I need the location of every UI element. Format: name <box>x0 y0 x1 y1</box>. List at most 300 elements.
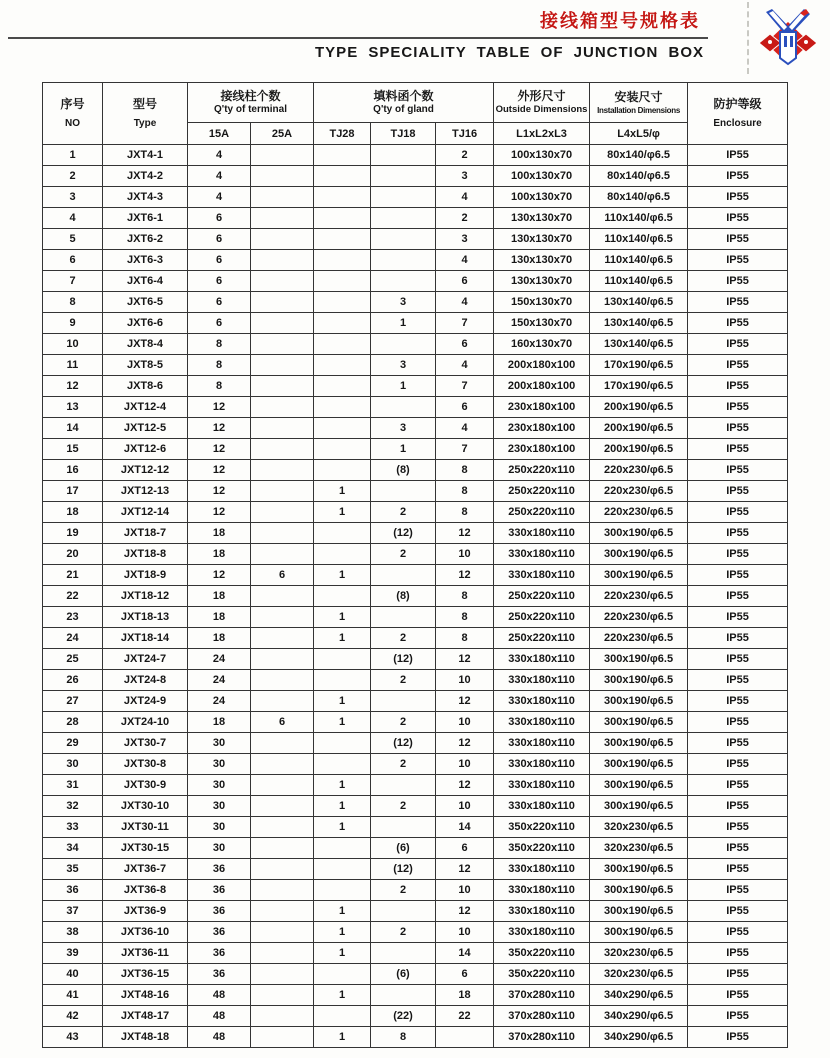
cell-outside: 330x180x110 <box>494 544 590 565</box>
table-row <box>43 607 788 628</box>
cell-type: JXT30-10 <box>103 796 188 817</box>
cell-outside: 100x130x70 <box>494 145 590 166</box>
cell-25a <box>251 901 314 922</box>
cell-tj18 <box>371 901 436 922</box>
cell-outside: 130x130x70 <box>494 229 590 250</box>
cell-install: 320x230/φ6.5 <box>590 817 688 838</box>
cell-15a: 6 <box>188 208 251 229</box>
cell-tj18: (6) <box>371 838 436 859</box>
table-body <box>43 145 788 1048</box>
cell-tj16: 8 <box>436 460 494 481</box>
cell-15a: 4 <box>188 166 251 187</box>
col-subheader-tj18: TJ18 <box>371 123 436 145</box>
table-row <box>43 313 788 334</box>
cell-install: 300x190/φ6.5 <box>590 544 688 565</box>
cell-install: 130x140/φ6.5 <box>590 292 688 313</box>
cell-tj28 <box>314 670 371 691</box>
cell-outside: 330x180x110 <box>494 733 590 754</box>
table-row <box>43 271 788 292</box>
cell-tj16: 3 <box>436 166 494 187</box>
cell-tj28 <box>314 250 371 271</box>
cell-no: 15 <box>43 439 103 460</box>
cell-tj16: 10 <box>436 712 494 733</box>
cell-enclosure: IP55 <box>688 817 788 838</box>
cell-type: JXT18-13 <box>103 607 188 628</box>
cell-type: JXT48-16 <box>103 985 188 1006</box>
cell-enclosure: IP55 <box>688 481 788 502</box>
cell-15a: 24 <box>188 691 251 712</box>
cell-tj28: 1 <box>314 943 371 964</box>
cell-install: 300x190/φ6.5 <box>590 901 688 922</box>
cell-install: 300x190/φ6.5 <box>590 649 688 670</box>
cell-enclosure: IP55 <box>688 418 788 439</box>
cell-no: 23 <box>43 607 103 628</box>
cell-enclosure: IP55 <box>688 145 788 166</box>
cell-type: JXT6-1 <box>103 208 188 229</box>
page-header <box>0 0 830 80</box>
cell-outside: 130x130x70 <box>494 271 590 292</box>
cell-25a <box>251 439 314 460</box>
cell-15a: 24 <box>188 670 251 691</box>
cell-enclosure: IP55 <box>688 670 788 691</box>
cell-outside: 350x220x110 <box>494 943 590 964</box>
cell-no: 31 <box>43 775 103 796</box>
cell-tj28: 1 <box>314 985 371 1006</box>
cell-tj28 <box>314 334 371 355</box>
cell-tj16: 4 <box>436 250 494 271</box>
cell-15a: 6 <box>188 313 251 334</box>
cell-no: 6 <box>43 250 103 271</box>
col-subheader-25a: 25A <box>251 123 314 145</box>
cell-25a <box>251 292 314 313</box>
cell-enclosure: IP55 <box>688 292 788 313</box>
cell-tj28: 1 <box>314 565 371 586</box>
cell-tj16: 10 <box>436 880 494 901</box>
cell-25a <box>251 964 314 985</box>
cell-enclosure: IP55 <box>688 733 788 754</box>
cell-15a: 18 <box>188 628 251 649</box>
cell-tj28 <box>314 166 371 187</box>
cell-tj16: 10 <box>436 922 494 943</box>
cell-outside: 330x180x110 <box>494 775 590 796</box>
cell-enclosure: IP55 <box>688 250 788 271</box>
cell-tj16: 18 <box>436 985 494 1006</box>
table-row <box>43 901 788 922</box>
table-row <box>43 817 788 838</box>
cell-type: JXT6-5 <box>103 292 188 313</box>
cell-enclosure: IP55 <box>688 544 788 565</box>
cell-outside: 350x220x110 <box>494 964 590 985</box>
cell-enclosure: IP55 <box>688 523 788 544</box>
cell-25a <box>251 397 314 418</box>
cell-25a <box>251 943 314 964</box>
cell-no: 3 <box>43 187 103 208</box>
cell-enclosure: IP55 <box>688 901 788 922</box>
cell-tj28 <box>314 229 371 250</box>
col-header-outside-cn: 外形尺寸 <box>517 89 566 103</box>
cell-tj28: 1 <box>314 502 371 523</box>
cell-tj28 <box>314 523 371 544</box>
cell-25a <box>251 796 314 817</box>
cell-15a: 36 <box>188 901 251 922</box>
cell-tj18: (12) <box>371 733 436 754</box>
cell-install: 220x230/φ6.5 <box>590 607 688 628</box>
cell-15a: 4 <box>188 145 251 166</box>
cell-enclosure: IP55 <box>688 775 788 796</box>
cell-25a <box>251 691 314 712</box>
cell-tj18: (12) <box>371 859 436 880</box>
cell-outside: 330x180x110 <box>494 565 590 586</box>
cell-tj18 <box>371 691 436 712</box>
cell-tj16: 12 <box>436 691 494 712</box>
table-row <box>43 628 788 649</box>
cell-enclosure: IP55 <box>688 586 788 607</box>
cell-type: JXT6-3 <box>103 250 188 271</box>
cell-tj28 <box>314 313 371 334</box>
col-subheader-outside-dims: L1xL2xL3 <box>494 123 590 145</box>
cell-tj28: 1 <box>314 901 371 922</box>
cell-install: 110x140/φ6.5 <box>590 271 688 292</box>
cell-no: 9 <box>43 313 103 334</box>
cell-enclosure: IP55 <box>688 838 788 859</box>
cell-no: 20 <box>43 544 103 565</box>
cell-tj18: 2 <box>371 544 436 565</box>
cell-tj18: 2 <box>371 502 436 523</box>
cell-outside: 330x180x110 <box>494 796 590 817</box>
cell-install: 340x290/φ6.5 <box>590 985 688 1006</box>
table-row <box>43 208 788 229</box>
col-header-install <box>590 83 688 123</box>
cell-25a <box>251 586 314 607</box>
cell-install: 220x230/φ6.5 <box>590 628 688 649</box>
cell-15a: 18 <box>188 586 251 607</box>
col-header-enclosure <box>688 83 788 145</box>
cell-tj18 <box>371 943 436 964</box>
cell-tj18 <box>371 208 436 229</box>
cell-outside: 250x220x110 <box>494 607 590 628</box>
col-header-terminal-en: Q'ty of terminal <box>214 104 287 115</box>
cell-type: JXT30-8 <box>103 754 188 775</box>
cell-outside: 370x280x110 <box>494 1006 590 1027</box>
cell-25a <box>251 334 314 355</box>
cell-enclosure: IP55 <box>688 334 788 355</box>
cell-tj16: 10 <box>436 670 494 691</box>
cell-tj16: 8 <box>436 481 494 502</box>
cell-install: 300x190/φ6.5 <box>590 796 688 817</box>
table-row <box>43 250 788 271</box>
cell-tj28 <box>314 439 371 460</box>
cell-no: 11 <box>43 355 103 376</box>
cell-type: JXT12-14 <box>103 502 188 523</box>
cell-tj28 <box>314 964 371 985</box>
col-header-type <box>103 83 188 145</box>
cell-25a <box>251 208 314 229</box>
cell-tj18: 2 <box>371 796 436 817</box>
cell-tj16: 8 <box>436 607 494 628</box>
cell-outside: 330x180x110 <box>494 859 590 880</box>
cell-25a <box>251 649 314 670</box>
cell-25a <box>251 229 314 250</box>
cell-tj18 <box>371 775 436 796</box>
cell-outside: 100x130x70 <box>494 187 590 208</box>
cell-tj16: 4 <box>436 418 494 439</box>
cell-enclosure: IP55 <box>688 985 788 1006</box>
cell-no: 13 <box>43 397 103 418</box>
cell-tj28 <box>314 187 371 208</box>
cell-type: JXT18-12 <box>103 586 188 607</box>
cell-15a: 6 <box>188 229 251 250</box>
cell-no: 38 <box>43 922 103 943</box>
cell-enclosure: IP55 <box>688 229 788 250</box>
cell-25a <box>251 775 314 796</box>
cell-outside: 330x180x110 <box>494 691 590 712</box>
cell-tj16: 6 <box>436 271 494 292</box>
cell-no: 26 <box>43 670 103 691</box>
cell-15a: 30 <box>188 817 251 838</box>
cell-tj16: 10 <box>436 796 494 817</box>
cell-tj16: 8 <box>436 502 494 523</box>
cell-25a <box>251 985 314 1006</box>
table-row <box>43 754 788 775</box>
cell-enclosure: IP55 <box>688 754 788 775</box>
table-row <box>43 397 788 418</box>
cell-no: 36 <box>43 880 103 901</box>
cell-no: 18 <box>43 502 103 523</box>
cell-install: 80x140/φ6.5 <box>590 166 688 187</box>
cell-tj18: 2 <box>371 628 436 649</box>
cell-tj18: (12) <box>371 523 436 544</box>
cell-install: 220x230/φ6.5 <box>590 586 688 607</box>
cell-tj18 <box>371 229 436 250</box>
cell-15a: 8 <box>188 376 251 397</box>
cell-tj28: 1 <box>314 817 371 838</box>
cell-15a: 18 <box>188 712 251 733</box>
cell-enclosure: IP55 <box>688 649 788 670</box>
table-row <box>43 439 788 460</box>
cell-25a: 6 <box>251 565 314 586</box>
table-row <box>43 229 788 250</box>
cell-tj18 <box>371 250 436 271</box>
cell-outside: 330x180x110 <box>494 712 590 733</box>
cell-no: 32 <box>43 796 103 817</box>
cell-tj16: 4 <box>436 187 494 208</box>
cell-type: JXT6-6 <box>103 313 188 334</box>
cell-tj18: 3 <box>371 418 436 439</box>
cell-outside: 250x220x110 <box>494 460 590 481</box>
cell-15a: 8 <box>188 355 251 376</box>
cell-outside: 200x180x100 <box>494 355 590 376</box>
cell-15a: 18 <box>188 523 251 544</box>
cell-outside: 250x220x110 <box>494 586 590 607</box>
cell-tj28 <box>314 355 371 376</box>
cell-tj28 <box>314 460 371 481</box>
cell-tj18: 1 <box>371 376 436 397</box>
table-row <box>43 544 788 565</box>
junction-box-spec-table <box>42 82 788 1048</box>
cell-tj18 <box>371 565 436 586</box>
cell-25a <box>251 922 314 943</box>
cell-no: 24 <box>43 628 103 649</box>
cell-install: 300x190/φ6.5 <box>590 733 688 754</box>
cell-15a: 36 <box>188 859 251 880</box>
cell-tj28 <box>314 838 371 859</box>
cell-25a <box>251 502 314 523</box>
cell-25a <box>251 250 314 271</box>
cell-tj18 <box>371 334 436 355</box>
cell-tj16: 7 <box>436 376 494 397</box>
table-row <box>43 523 788 544</box>
cell-15a: 30 <box>188 838 251 859</box>
cell-tj16: 8 <box>436 586 494 607</box>
table-row <box>43 586 788 607</box>
cell-tj16: 12 <box>436 649 494 670</box>
cell-enclosure: IP55 <box>688 460 788 481</box>
table-row <box>43 859 788 880</box>
cell-tj28: 1 <box>314 607 371 628</box>
cell-type: JXT18-8 <box>103 544 188 565</box>
cell-tj16 <box>436 1027 494 1048</box>
cell-tj28 <box>314 859 371 880</box>
cell-no: 35 <box>43 859 103 880</box>
cell-install: 220x230/φ6.5 <box>590 481 688 502</box>
table-row <box>43 922 788 943</box>
cell-enclosure: IP55 <box>688 439 788 460</box>
cell-install: 320x230/φ6.5 <box>590 838 688 859</box>
cell-25a <box>251 607 314 628</box>
col-subheader-tj16: TJ16 <box>436 123 494 145</box>
cell-tj16: 7 <box>436 439 494 460</box>
cell-15a: 8 <box>188 334 251 355</box>
cell-outside: 230x180x100 <box>494 418 590 439</box>
cell-tj16: 14 <box>436 817 494 838</box>
cell-25a <box>251 313 314 334</box>
cell-type: JXT8-5 <box>103 355 188 376</box>
cell-25a <box>251 859 314 880</box>
cell-tj16: 10 <box>436 754 494 775</box>
cell-enclosure: IP55 <box>688 880 788 901</box>
cell-install: 300x190/φ6.5 <box>590 754 688 775</box>
cell-no: 30 <box>43 754 103 775</box>
cell-tj18: 1 <box>371 313 436 334</box>
cell-enclosure: IP55 <box>688 271 788 292</box>
cell-25a <box>251 187 314 208</box>
cell-outside: 330x180x110 <box>494 880 590 901</box>
cell-15a: 30 <box>188 754 251 775</box>
cell-install: 320x230/φ6.5 <box>590 943 688 964</box>
cell-install: 130x140/φ6.5 <box>590 313 688 334</box>
table-row <box>43 880 788 901</box>
cell-install: 220x230/φ6.5 <box>590 502 688 523</box>
cell-25a <box>251 355 314 376</box>
cell-enclosure: IP55 <box>688 607 788 628</box>
cell-25a <box>251 628 314 649</box>
cell-tj16: 6 <box>436 334 494 355</box>
dashed-separator <box>747 2 749 74</box>
page-title-english: TYPE SPECIALITY TABLE OF JUNCTION BOX <box>315 44 704 61</box>
cell-no: 21 <box>43 565 103 586</box>
col-header-type-cn: 型号 <box>132 97 157 111</box>
cell-type: JXT6-2 <box>103 229 188 250</box>
cell-no: 4 <box>43 208 103 229</box>
cell-install: 170x190/φ6.5 <box>590 355 688 376</box>
cell-install: 200x190/φ6.5 <box>590 418 688 439</box>
cell-15a: 30 <box>188 775 251 796</box>
cell-no: 29 <box>43 733 103 754</box>
col-header-no-cn: 序号 <box>60 97 85 111</box>
col-header-enclosure-en: Enclosure <box>713 118 762 129</box>
cell-15a: 12 <box>188 397 251 418</box>
table-row <box>43 292 788 313</box>
cell-tj16: 2 <box>436 208 494 229</box>
table-row <box>43 502 788 523</box>
col-header-install-en: Installation Dimensions <box>597 105 680 115</box>
cell-tj28 <box>314 733 371 754</box>
cell-enclosure: IP55 <box>688 208 788 229</box>
cell-type: JXT36-9 <box>103 901 188 922</box>
cell-tj18 <box>371 271 436 292</box>
col-header-outside <box>494 83 590 123</box>
cell-25a <box>251 481 314 502</box>
cell-install: 300x190/φ6.5 <box>590 859 688 880</box>
table-row <box>43 985 788 1006</box>
cell-enclosure: IP55 <box>688 565 788 586</box>
cell-no: 43 <box>43 1027 103 1048</box>
cell-15a: 12 <box>188 439 251 460</box>
cell-tj28: 1 <box>314 1027 371 1048</box>
cell-outside: 150x130x70 <box>494 313 590 334</box>
cell-tj16: 4 <box>436 292 494 313</box>
col-subheader-install-dims: L4xL5/φ <box>590 123 688 145</box>
cell-type: JXT36-11 <box>103 943 188 964</box>
table-row <box>43 376 788 397</box>
cell-install: 170x190/φ6.5 <box>590 376 688 397</box>
col-header-gland-cn: 填料函个数 <box>373 89 434 103</box>
cell-outside: 350x220x110 <box>494 838 590 859</box>
cell-25a <box>251 880 314 901</box>
cell-enclosure: IP55 <box>688 796 788 817</box>
cell-type: JXT12-6 <box>103 439 188 460</box>
cell-no: 5 <box>43 229 103 250</box>
cell-outside: 230x180x100 <box>494 397 590 418</box>
cell-install: 220x230/φ6.5 <box>590 460 688 481</box>
col-header-enclosure-cn: 防护等级 <box>713 97 762 111</box>
cell-tj16: 2 <box>436 145 494 166</box>
cell-tj28 <box>314 145 371 166</box>
table-header <box>43 83 788 145</box>
cell-outside: 370x280x110 <box>494 985 590 1006</box>
cell-tj28 <box>314 1006 371 1027</box>
cell-25a: 6 <box>251 712 314 733</box>
cell-install: 300x190/φ6.5 <box>590 775 688 796</box>
cell-enclosure: IP55 <box>688 628 788 649</box>
cell-tj16: 6 <box>436 838 494 859</box>
cell-15a: 30 <box>188 733 251 754</box>
table-row <box>43 334 788 355</box>
col-header-no-en: NO <box>65 118 80 129</box>
cell-type: JXT4-2 <box>103 166 188 187</box>
cell-tj28 <box>314 880 371 901</box>
cell-tj28: 1 <box>314 922 371 943</box>
cell-type: JXT48-17 <box>103 1006 188 1027</box>
cell-tj28: 1 <box>314 628 371 649</box>
cell-enclosure: IP55 <box>688 355 788 376</box>
cell-15a: 24 <box>188 649 251 670</box>
table-row <box>43 838 788 859</box>
table-row <box>43 964 788 985</box>
cell-no: 17 <box>43 481 103 502</box>
cell-15a: 12 <box>188 565 251 586</box>
cell-type: JXT12-4 <box>103 397 188 418</box>
